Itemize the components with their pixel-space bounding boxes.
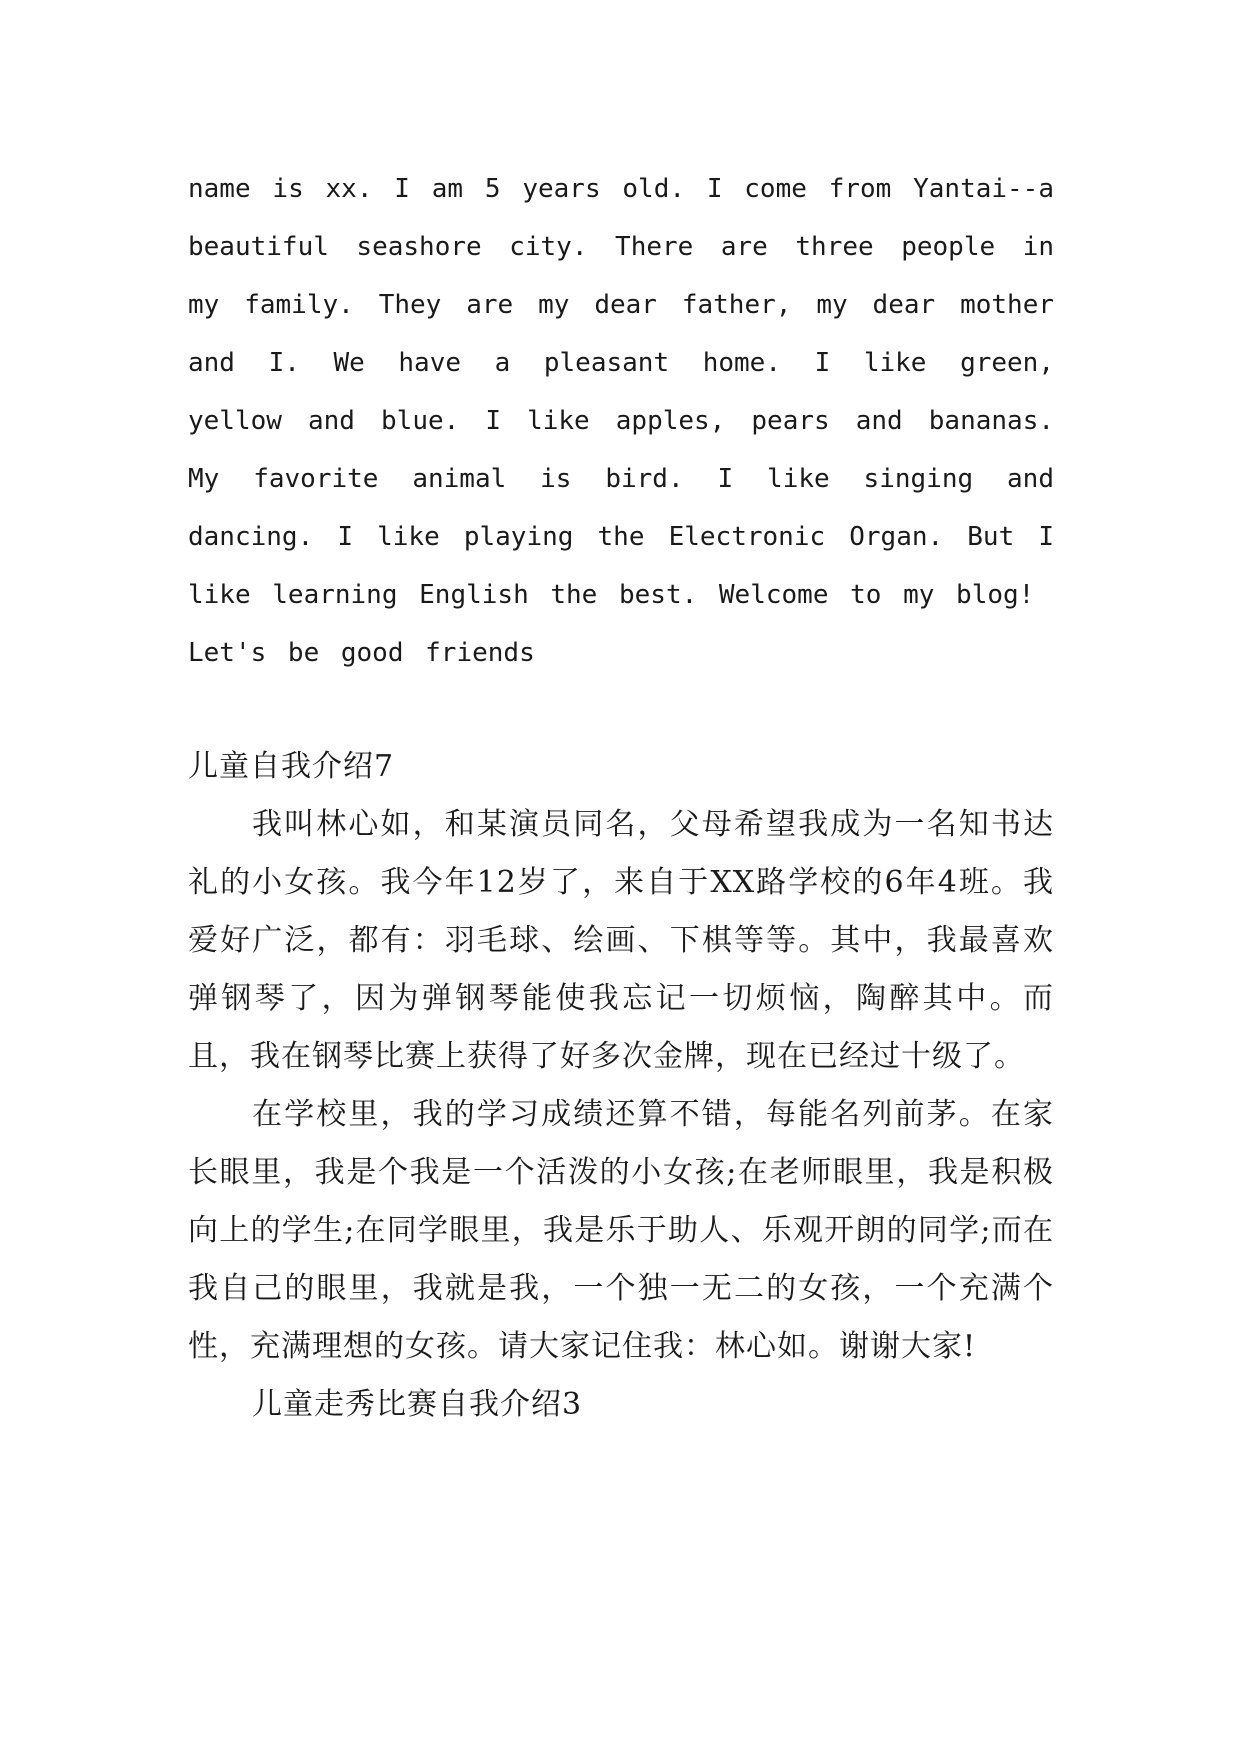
- next-section-title: 儿童走秀比赛自我介绍3: [252, 1387, 583, 1422]
- chinese-paragraph-1: 我叫林心如，和某演员同名，父母希望我成为一名知书达礼的小女孩。我今年12岁了，来自于XX路学校的6年4班。我爱好广泛，都有：羽毛球、绘画、下棋等等。其中，我最喜欢弹钢琴了，因为弹钢琴能使我忘记一切烦恼，陶醉其中。而且，我在钢琴比赛上获得了好多次金牌，现在已经过十级了。: [188, 807, 1054, 1074]
- section-spacer: [188, 682, 1054, 738]
- english-paragraph: name is xx. I am 5 years old. I come from Yantai--a beautiful seashore city. There are three people in my family. They are my dear father, my dear mother and I. We have a pleasant home. I like green, yellow and blue. I like apples, pears and bananas. My favorite animal is bird. I like singing and dancing. I like playing the Electronic Organ. But I like learning English the best. Welcome to my blog!: [188, 174, 1054, 610]
- english-closing-line: Let's be good friends: [188, 638, 535, 668]
- section-title: 儿童自我介绍7: [188, 749, 395, 784]
- document-body: [188, 160, 1054, 1434]
- chinese-paragraph-2: 在学校里，我的学习成绩还算不错，每能名列前茅。在家长眼里，我是个我是一个活泼的小女孩;在老师眼里，我是积极向上的学生;在同学眼里，我是乐于助人、乐观开朗的同学;而在我自己的眼里，我就是我，一个独一无二的女孩，一个充满个性，充满理想的女孩。请大家记住我：林心如。谢谢大家!: [188, 1097, 1054, 1364]
